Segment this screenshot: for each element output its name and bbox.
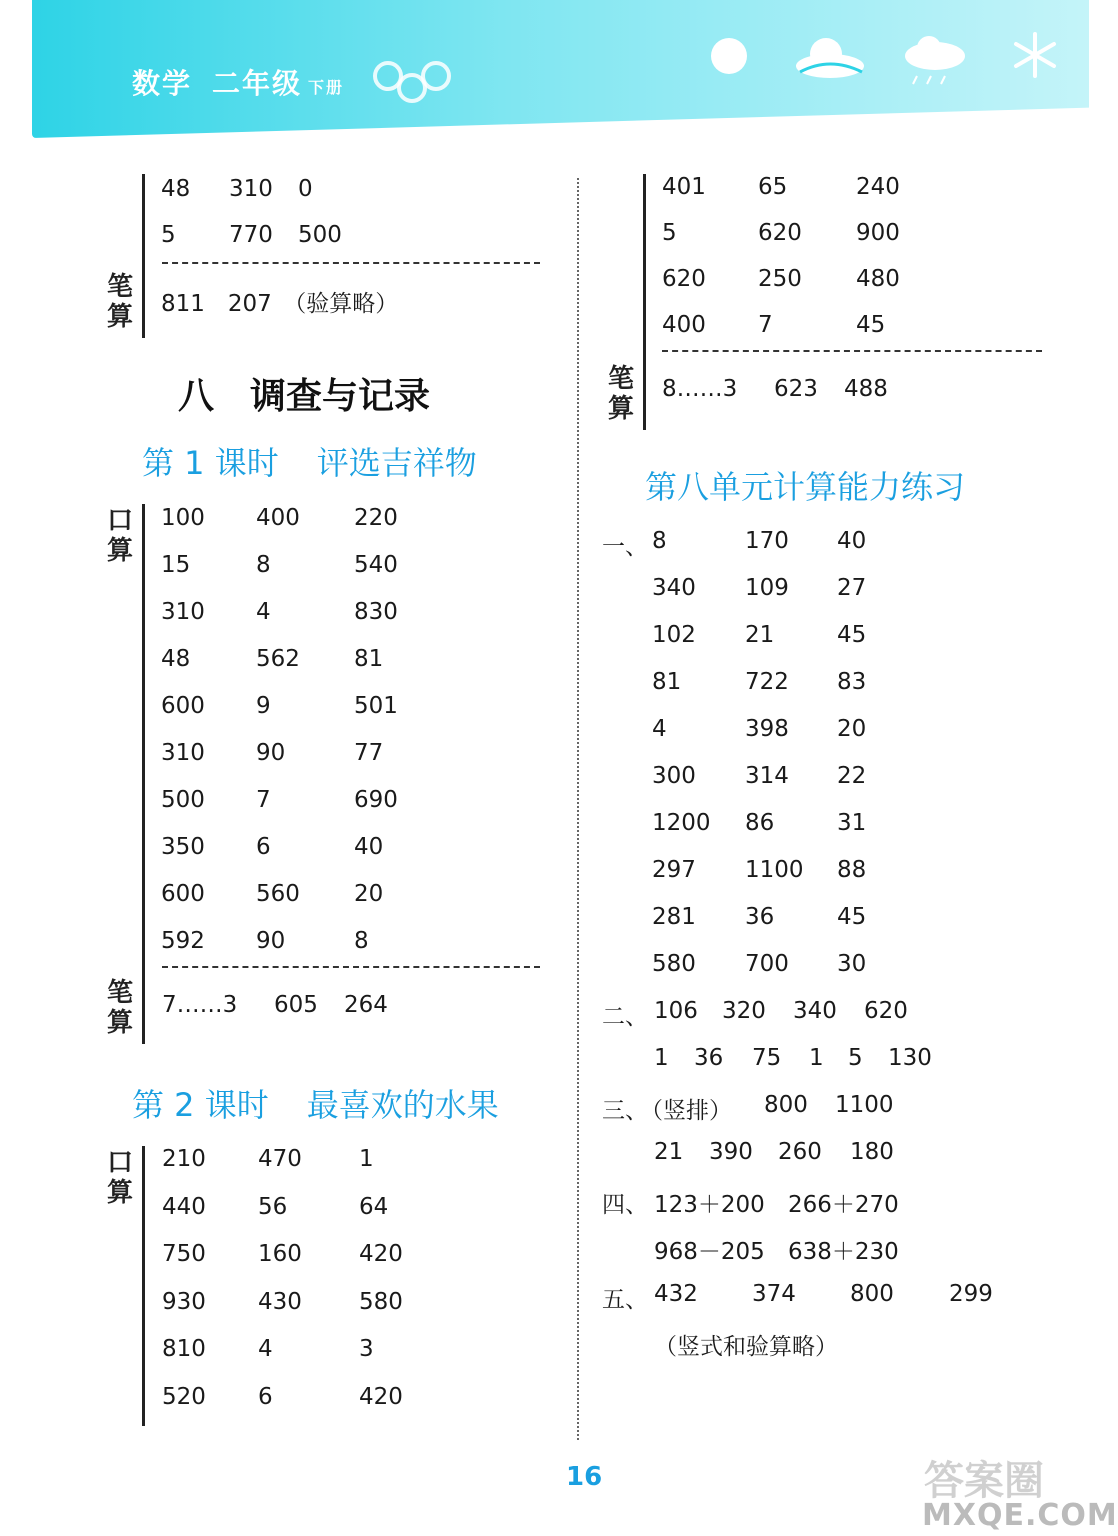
table-cell: 4 <box>258 1336 273 1362</box>
table-cell: 86 <box>745 810 775 836</box>
table-cell: 88 <box>837 857 867 883</box>
written-answer: 811 207 （验算略） <box>161 291 399 317</box>
written-calc-label: 笔算 <box>106 978 133 1038</box>
table-cell: 470 <box>258 1146 302 1172</box>
table-cell: 400 <box>662 312 706 338</box>
table-cell: 900 <box>856 220 900 246</box>
table-cell: 27 <box>837 575 867 601</box>
table-cell: 100 <box>161 505 205 531</box>
header-title <box>132 62 344 102</box>
dashed-separator <box>162 262 540 264</box>
table-cell: 592 <box>161 928 205 954</box>
table-cell: 600 <box>161 693 205 719</box>
part-5-prefix: 五、 <box>602 1287 648 1313</box>
sun-icon <box>705 26 755 86</box>
lesson-2-bracket <box>142 1146 145 1426</box>
table-cell: 65 <box>758 174 788 200</box>
table-cell: 420 <box>359 1383 403 1410</box>
table-cell: 9 <box>256 693 271 719</box>
table-cell: 1100 <box>745 857 804 883</box>
table-cell: 440 <box>162 1193 206 1220</box>
table-cell: 310 <box>161 740 205 766</box>
table-cell: 77 <box>354 740 384 766</box>
table-cell: 580 <box>359 1288 403 1315</box>
table-cell: 350 <box>161 834 205 860</box>
right-top-bracket <box>643 174 646 430</box>
table-cell: 7 <box>758 312 773 338</box>
table-cell: 6 <box>258 1383 273 1410</box>
table-cell: 45 <box>837 622 867 648</box>
table-cell: 501 <box>354 693 398 719</box>
unit-title: 八 调查与记录 <box>178 376 431 417</box>
written-calc-label: 笔算 <box>607 364 634 424</box>
table-cell: 580 <box>652 951 696 977</box>
table-cell: 398 <box>745 716 789 742</box>
part-3-prefix: 三、 <box>602 1098 648 1124</box>
table-cell: 40 <box>354 834 384 860</box>
table-cell: 722 <box>745 669 789 695</box>
table-cell: 8 <box>652 528 667 554</box>
left-top-bracket <box>142 174 145 338</box>
table-cell: 240 <box>856 174 900 200</box>
table-cell: 620 <box>758 220 802 246</box>
page-number: 16 <box>566 1462 603 1492</box>
table-cell: 170 <box>745 528 789 554</box>
table-cell: 750 <box>162 1241 206 1267</box>
table-cell: 620 <box>662 266 706 292</box>
part-1-prefix: 一、 <box>602 534 648 560</box>
table-cell: 480 <box>856 266 900 292</box>
table-cell: 8 <box>256 552 271 578</box>
table-cell: 160 <box>258 1241 302 1267</box>
table-cell: 30 <box>837 951 867 977</box>
table-cell: 21 <box>745 622 775 648</box>
table-cell: 401 <box>662 174 706 200</box>
table-cell: 1200 <box>652 810 711 836</box>
table-cell: 15 <box>161 552 191 578</box>
table-cell: 810 <box>162 1336 206 1362</box>
table-cell: 45 <box>837 904 867 930</box>
table-cell: 281 <box>652 904 696 930</box>
lesson-1-title: 第 1 课时 评选吉祥物 <box>142 444 477 482</box>
cloudy-icon <box>790 26 870 86</box>
written-calc-label: 笔算 <box>106 272 133 332</box>
table-cell: 5 <box>662 220 677 246</box>
table-cell: 1 <box>359 1146 374 1172</box>
table-cell: 250 <box>758 266 802 292</box>
part-4-prefix: 四、 <box>602 1192 648 1218</box>
practice-title: 第八单元计算能力练习 <box>645 468 966 506</box>
table-cell: 420 <box>359 1241 403 1267</box>
table-cell: 7 <box>256 787 271 813</box>
volume-label: 下册 <box>308 78 345 97</box>
column-divider <box>577 178 579 1440</box>
table-cell: 540 <box>354 552 398 578</box>
oral-calc-label: 口算 <box>106 506 133 566</box>
table-cell: 90 <box>256 928 286 954</box>
table-cell: 314 <box>745 763 789 789</box>
lesson-1-bracket <box>142 504 145 1044</box>
oral-calc-label: 口算 <box>106 1148 133 1208</box>
watermark-text: MXQE.COM <box>922 1498 1118 1533</box>
table-cell: 45 <box>856 312 886 338</box>
table-cell: 500 <box>161 787 205 813</box>
table-cell: 300 <box>652 763 696 789</box>
table-cell: 4 <box>256 599 271 625</box>
part-2-prefix: 二、 <box>602 1004 648 1030</box>
table-cell: 400 <box>256 505 300 531</box>
table-cell: 8 <box>354 928 369 954</box>
svg-text:答案圈: 答案圈 <box>924 1458 1044 1504</box>
table-cell: 56 <box>258 1193 288 1220</box>
table-cell: 560 <box>256 881 300 907</box>
grade-label: 二年级 <box>212 67 303 100</box>
subject-label: 数学 <box>132 67 193 100</box>
table-cell: 36 <box>745 904 775 930</box>
table-cell: 562 <box>256 646 300 672</box>
table-cell: 690 <box>354 787 398 813</box>
lesson-2-title: 第 2 课时 最喜欢的水果 <box>132 1086 499 1124</box>
table-cell: 90 <box>256 740 286 766</box>
table-cell: 430 <box>258 1288 302 1315</box>
table-cell: 83 <box>837 669 867 695</box>
table-cell: 520 <box>162 1383 206 1410</box>
table-cell: 22 <box>837 763 867 789</box>
table-cell: 31 <box>837 810 867 836</box>
table-cell: 4 <box>652 716 667 742</box>
table-cell: 64 <box>359 1193 389 1220</box>
table-cell: 81 <box>354 646 384 672</box>
table-cell: 340 <box>652 575 696 601</box>
table-cell: 81 <box>652 669 682 695</box>
table-cell: 20 <box>837 716 867 742</box>
dashed-separator <box>662 350 1042 352</box>
dashed-separator <box>162 966 540 968</box>
table-cell: 40 <box>837 528 867 554</box>
table-cell: 830 <box>354 599 398 625</box>
table-cell: 102 <box>652 622 696 648</box>
table-cell: 700 <box>745 951 789 977</box>
table-cell: 600 <box>161 881 205 907</box>
table-cell: 210 <box>162 1146 206 1172</box>
snowflake-icon <box>1008 26 1062 86</box>
table-cell: 930 <box>162 1288 206 1315</box>
table-cell: 20 <box>354 881 384 907</box>
table-cell: 220 <box>354 505 398 531</box>
rain-cloud-icon <box>895 26 975 86</box>
table-cell: 297 <box>652 857 696 883</box>
rings-decoration-icon <box>370 58 460 108</box>
table-cell: 3 <box>359 1336 374 1362</box>
table-cell: 48 <box>161 646 191 672</box>
table-cell: 109 <box>745 575 789 601</box>
table-cell: 310 <box>161 599 205 625</box>
part-5-note: （竖式和验算略） <box>654 1334 838 1360</box>
table-cell: 6 <box>256 834 271 860</box>
